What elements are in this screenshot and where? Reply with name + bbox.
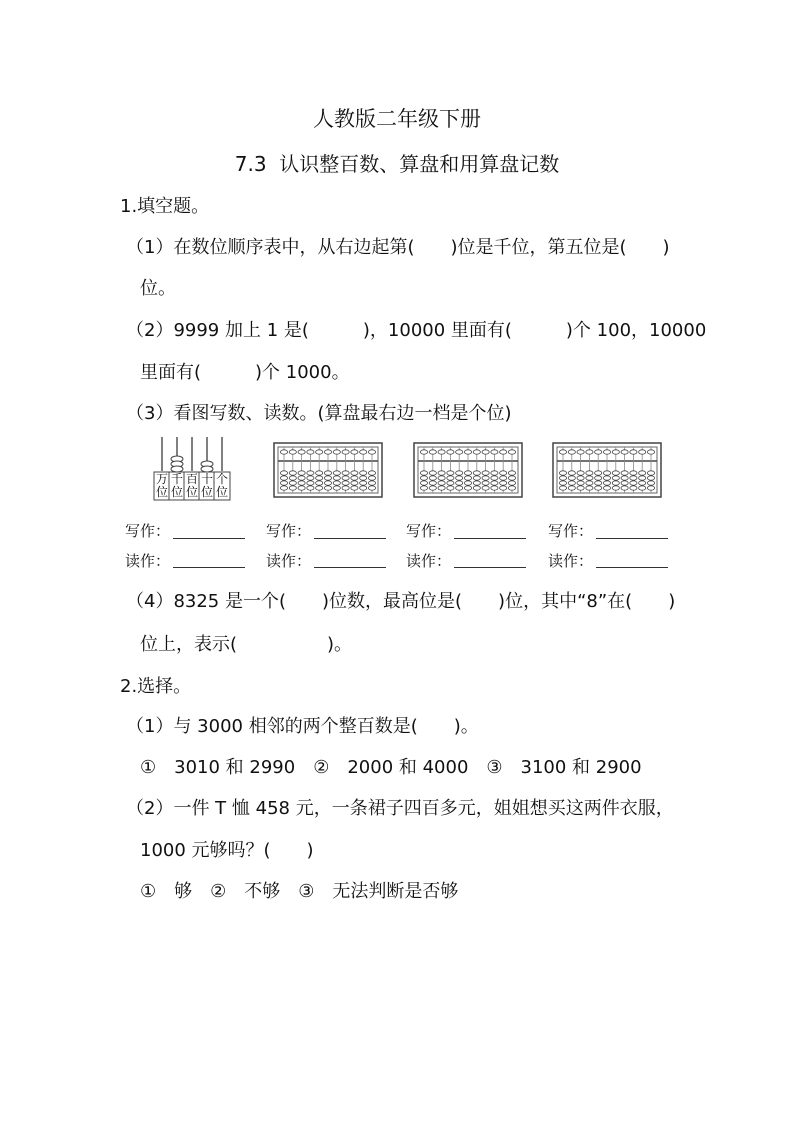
read-label-4: 读作： (548, 552, 594, 570)
place-label-bai: 百位 (185, 472, 198, 499)
q1-1-line2: 位。 (140, 278, 176, 299)
q2-2-line1: （2）一件 T 恤 458 元，一条裙子四百多元，姐姐想买这两件衣服， (126, 798, 674, 819)
place-label-wan: 万位 (155, 472, 168, 499)
q1-4-line1: （4）8325 是一个( )位数，最高位是( )位，其中“8”在( ) (126, 591, 676, 612)
q1-3-line1: （3）看图写数、读数。(算盘最右边一档是个位) (126, 403, 512, 424)
read-answer-3[interactable] (454, 567, 526, 568)
write-answer-4[interactable] (596, 538, 668, 539)
q1-2-line1: （2）9999 加上 1 是( )，10000 里面有( )个 100，10000 (126, 320, 707, 341)
place-label-ge: 个位 (215, 472, 228, 499)
write-label-1: 写作： (125, 522, 171, 540)
abacus-2 (273, 442, 383, 498)
read-answer-1[interactable] (173, 567, 245, 568)
q2-1-line1: （1）与 3000 相邻的两个整百数是( )。 (126, 716, 479, 737)
q2-2-options: ① 够 ② 不够 ③ 无法判断是否够 (140, 881, 459, 902)
write-answer-3[interactable] (454, 538, 526, 539)
page-subtitle: 7.3 认识整百数、算盘和用算盘记数 (234, 152, 560, 176)
place-label-qian: 千位 (170, 472, 183, 499)
read-answer-2[interactable] (314, 567, 386, 568)
q1-1-line1: （1）在数位顺序表中，从右边起第( )位是千位，第五位是( ) (126, 237, 670, 258)
read-label-3: 读作： (406, 552, 452, 570)
q1-2-line2: 里面有( )个 1000。 (140, 362, 350, 383)
write-label-2: 写作： (266, 522, 312, 540)
abacus-3 (413, 442, 523, 498)
q1-4-line2: 位上，表示( )。 (140, 634, 353, 655)
read-label-2: 读作： (266, 552, 312, 570)
abacus-4 (552, 442, 662, 498)
q2-1-options: ① 3010 和 2990 ② 2000 和 4000 ③ 3100 和 2900 (140, 757, 642, 778)
read-label-1: 读作： (125, 552, 171, 570)
page-title: 人教版二年级下册 (313, 107, 481, 131)
q2-2-line2: 1000 元够吗？( ) (140, 840, 314, 861)
section-2-heading: 2.选择。 (120, 676, 192, 697)
read-answer-4[interactable] (596, 567, 668, 568)
write-label-4: 写作： (548, 522, 594, 540)
place-label-shi: 十位 (200, 472, 213, 499)
write-label-3: 写作： (406, 522, 452, 540)
write-answer-1[interactable] (173, 538, 245, 539)
section-1-heading: 1.填空题。 (120, 196, 210, 217)
write-answer-2[interactable] (314, 538, 386, 539)
